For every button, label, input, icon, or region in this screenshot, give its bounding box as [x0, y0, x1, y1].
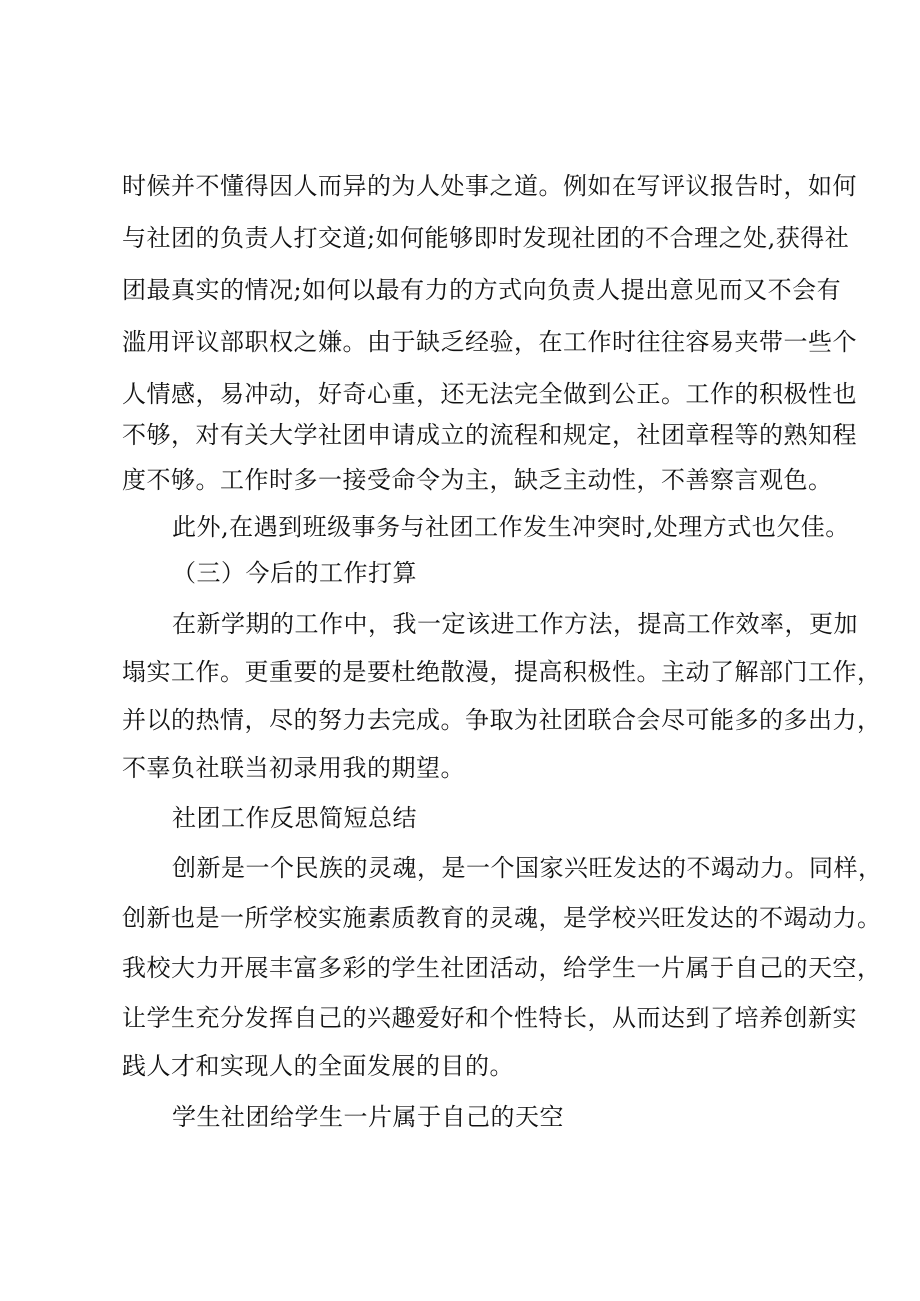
paragraph-line: 此外,在遇到班级事务与社团工作发生冲突时,处理方式也欠佳。 [172, 513, 850, 541]
paragraph-line: 不够，对有关大学社团申请成立的流程和规定，社团章程等的熟知程 [122, 421, 857, 449]
section-heading: 学生社团给学生一片属于自己的天空 [172, 1103, 564, 1131]
paragraph-line: 践人才和实现人的全面发展的目的。 [122, 1052, 514, 1080]
paragraph-line: 并以的热情，尽的努力去完成。争取为社团联合会尽可能多的多出力， [122, 706, 882, 734]
paragraph-line: 人情感，易冲动，好奇心重，还无法完全做到公正。工作的积极性也 [122, 380, 857, 408]
section-heading: （三）今后的工作打算 [172, 559, 417, 587]
paragraph-line: 让学生充分发挥自己的兴趣爱好和个性特长，从而达到了培养创新实 [122, 1004, 857, 1032]
paragraph-line: 时候并不懂得因人而异的为人处事之道。例如在写评议报告时，如何 [122, 172, 857, 200]
paragraph-line: 在新学期的工作中，我一定该进工作方法，提高工作效率，更加 [172, 610, 858, 638]
paragraph-line: 塌实工作。更重要的是要杜绝散漫，提高积极性。主动了解部门工作， [122, 658, 882, 686]
paragraph-line: 与社团的负责人打交道;如何能够即时发现社团的不合理之处,获得社 [122, 224, 850, 252]
paragraph-line: 滥用评议部职权之嫌。由于缺乏经验，在工作时往往容易夹带一些个 [122, 328, 857, 356]
paragraph-line: 创新也是一所学校实施素质教育的灵魂，是学校兴旺发达的不竭动力。 [122, 904, 882, 932]
paragraph-line: 创新是一个民族的灵魂，是一个国家兴旺发达的不竭动力。同样， [172, 854, 883, 882]
paragraph-line: 不辜负社联当初录用我的期望。 [122, 754, 465, 782]
paragraph-line: 我校大力开展丰富多彩的学生社团活动，给学生一片属于自己的天空， [122, 954, 882, 982]
paragraph-line: 团最真实的情况;如何以最有力的方式向负责人提出意见而又不会有 [122, 276, 842, 304]
section-heading: 社团工作反思简短总结 [172, 804, 417, 832]
paragraph-line: 度不够。工作时多一接受命令为主，缺乏主动性，不善察言观色。 [122, 466, 833, 494]
